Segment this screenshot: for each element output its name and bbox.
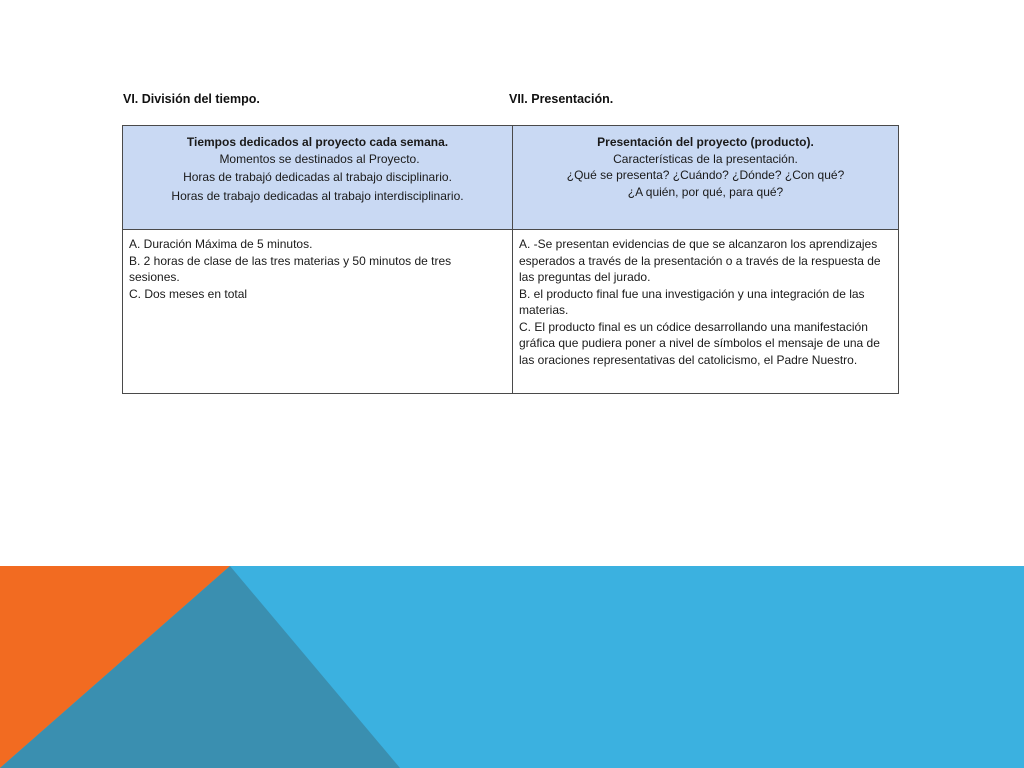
table-header-row — [123, 126, 899, 230]
list-item: C. El producto final es un códice desarrollando una manifestación gráfica que pudiera poner a nivel de símbolos el mensaje de una de las oraciones representativas del catolicismo, el Padre Nuestro. — [519, 319, 880, 367]
blue-band-shape — [0, 566, 1024, 768]
dark-blue-triangle-shape — [0, 566, 400, 768]
orange-triangle-shape — [0, 566, 230, 768]
header-cell-presentation — [513, 126, 899, 230]
table-body-row — [123, 230, 899, 394]
list-item: B. 2 horas de clase de las tres materias y 50 minutos de tres sesiones. — [129, 253, 452, 284]
planning-table — [122, 125, 899, 394]
body-cell-presentation — [513, 230, 899, 394]
header-line: Características de la presentación. — [613, 151, 798, 166]
list-item: B. el producto final fue una investigación y una integración de las materias. — [519, 286, 865, 317]
body-cell-time — [123, 230, 513, 394]
header-line: Horas de trabajó dedicadas al trabajo disciplinario. — [183, 170, 452, 184]
section-heading-presentation: VII. Presentación. — [509, 92, 614, 106]
header-title-time: Tiempos dedicados al proyecto cada semana. — [186, 135, 449, 149]
list-item: C. Dos meses en total — [129, 286, 248, 301]
section-heading-time-division: VI. División del tiempo. — [123, 92, 260, 106]
list-item: A. -Se presentan evidencias de que se alcanzaron los aprendizajes esperados a través de la presentación o a través de la respuesta de las preguntas del jurado. — [519, 237, 881, 284]
header-line: ¿Qué se presenta? ¿Cuándo? ¿Dónde? ¿Con qué? — [566, 168, 845, 182]
header-line: Horas de trabajo dedicadas al trabajo interdisciplinario. — [171, 188, 464, 203]
header-cell-time — [123, 126, 513, 230]
list-item: A. Duración Máxima de 5 minutos. — [129, 237, 313, 251]
header-title-presentation: Presentación del proyecto (producto). — [597, 135, 814, 149]
header-line: Momentos se destinados al Proyecto. — [219, 151, 420, 166]
header-line: ¿A quién, por qué, para qué? — [627, 184, 784, 199]
